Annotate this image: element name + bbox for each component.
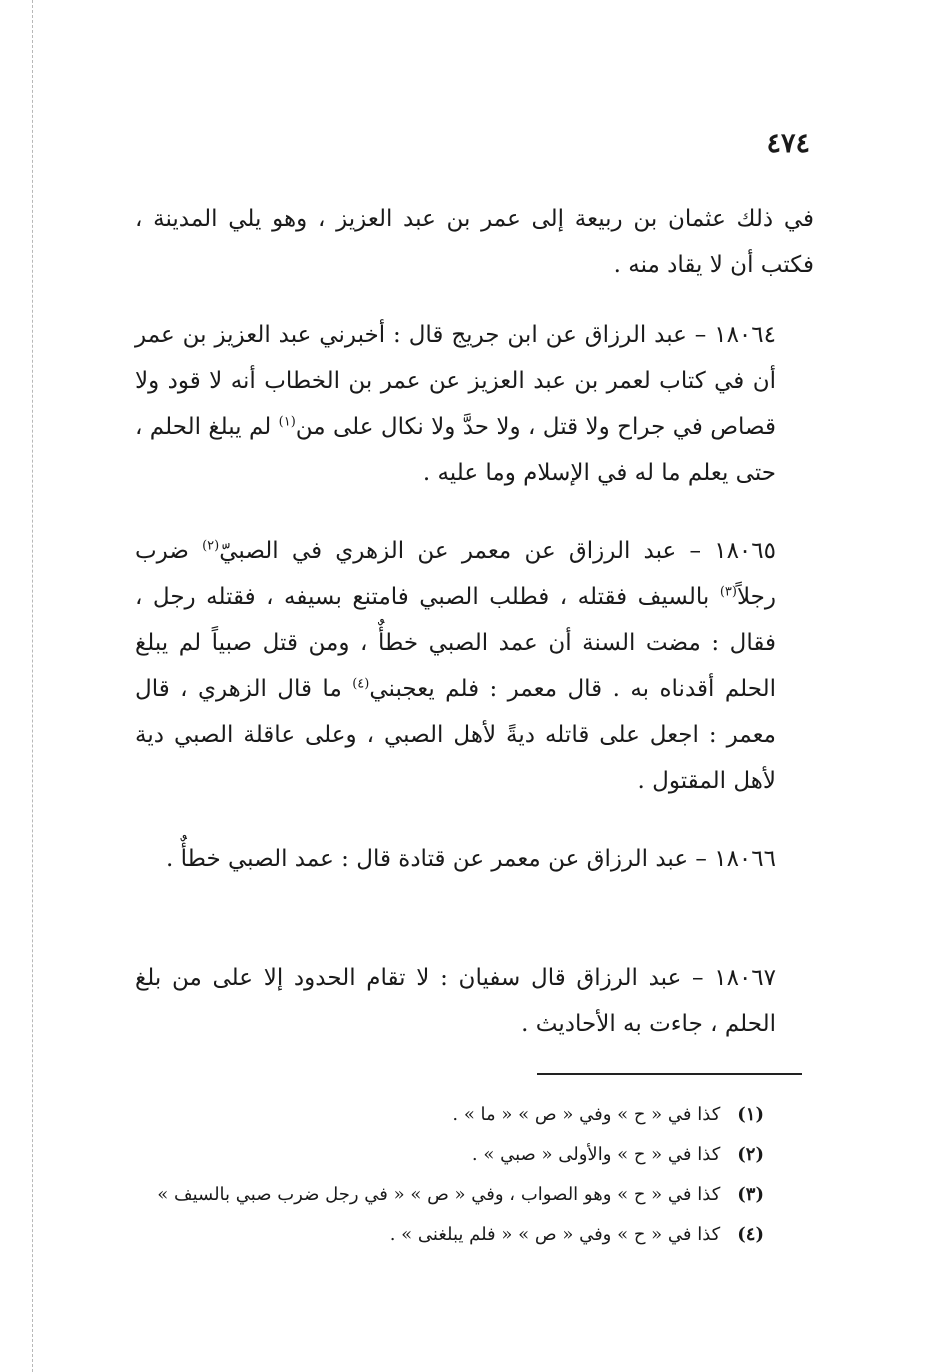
page-edge-line (32, 0, 33, 1372)
hadith-18066 (135, 836, 814, 882)
hadith-text: – عبد الرزاق عن معمر عن قتادة قال : عمد الصبي خطأٌ . (165, 846, 707, 872)
footnote-number: (٢) (737, 1144, 764, 1165)
footnote-number: (١) (737, 1104, 764, 1125)
footnotes (140, 1095, 764, 1255)
footnote-ref-4[interactable]: (٤) (352, 676, 370, 692)
footnote-ref-1[interactable]: (١) (278, 414, 296, 430)
footnote-number: (٣) (737, 1184, 764, 1205)
hadith-text-continued: لم يبلغ الحلم ، حتى يعلم ما له في الإسلام وما عليه . (135, 414, 776, 486)
hadith-text: – عبد الرزاق عن ابن جريج قال : أخبرني عبد العزيز بن عمر أن في كتاب لعمر بن عبد العزيز عن عمر بن الخطاب أنه لا قود ولا قصاص في جراح ولا قتل ، ولا حدَّ ولا نكال على من (135, 322, 776, 440)
footnote-text: كذا في « ح » وفي « ص » « فلم يبلغنى » . (389, 1224, 721, 1245)
paragraph-text: في ذلك عثمان بن ربيعة إلى عمر بن عبد العزيز ، وهو يلي المدينة ، فكتب أن لا يقاد منه . (135, 206, 814, 278)
footnote-number: (٤) (737, 1224, 764, 1245)
footnote-text: كذا في « ح » والأولى « صبي » . (471, 1144, 721, 1165)
hadith-18064 (135, 312, 814, 496)
hadith-number: ١٨٠٦٥ (714, 538, 776, 564)
footnote-text: كذا في « ح » وفي « ص » « ما » . (452, 1104, 721, 1125)
hadith-18065 (135, 528, 814, 804)
hadith-number: ١٨٠٦٧ (714, 965, 777, 991)
paragraph-continuation (135, 196, 814, 288)
hadith-text-b: ضرب رجلاً (135, 538, 777, 610)
footnote-ref-2[interactable]: (٢) (202, 538, 220, 554)
footnote-4 (140, 1215, 764, 1255)
page-number: ٤٧٤ (766, 128, 810, 159)
footnote-2 (140, 1135, 764, 1175)
hadith-text: – عبد الرزاق قال سفيان : لا تقام الحدود إلا على من بلغ الحلم ، جاءت به الأحاديث . (135, 965, 776, 1037)
hadith-number: ١٨٠٦٦ (714, 846, 776, 872)
hadith-text-d: ما قال الزهري ، قال معمر : اجعل على قاتله ديةً لأهل الصبي ، وعلى عاقلة الصبي دية لأهل المقتول . (135, 676, 776, 794)
footnote-ref-3[interactable]: (٣) (719, 584, 737, 600)
hadith-text: – عبد الرزاق عن معمر عن الزهري في الصبيّ (219, 538, 701, 564)
footnote-3 (140, 1175, 764, 1215)
hadith-number: ١٨٠٦٤ (714, 322, 776, 348)
footnote-1 (140, 1095, 764, 1135)
footnote-text: كذا في « ح » وهو الصواب ، وفي « ص » « في رجل ضرب صبي بالسيف » (157, 1184, 721, 1205)
hadith-text-c: بالسيف فقتله ، فطلب الصبي فامتنع بسيفه ، فقتله رجل ، فقال : مضت السنة أن عمد الصبي خطأٌ ، ومن قتل صبياً لم يبلغ الحلم أقدناه به . قال معمر : فلم يعجبني (135, 584, 776, 702)
footnote-divider (537, 1073, 802, 1075)
hadith-18067 (135, 955, 814, 1047)
